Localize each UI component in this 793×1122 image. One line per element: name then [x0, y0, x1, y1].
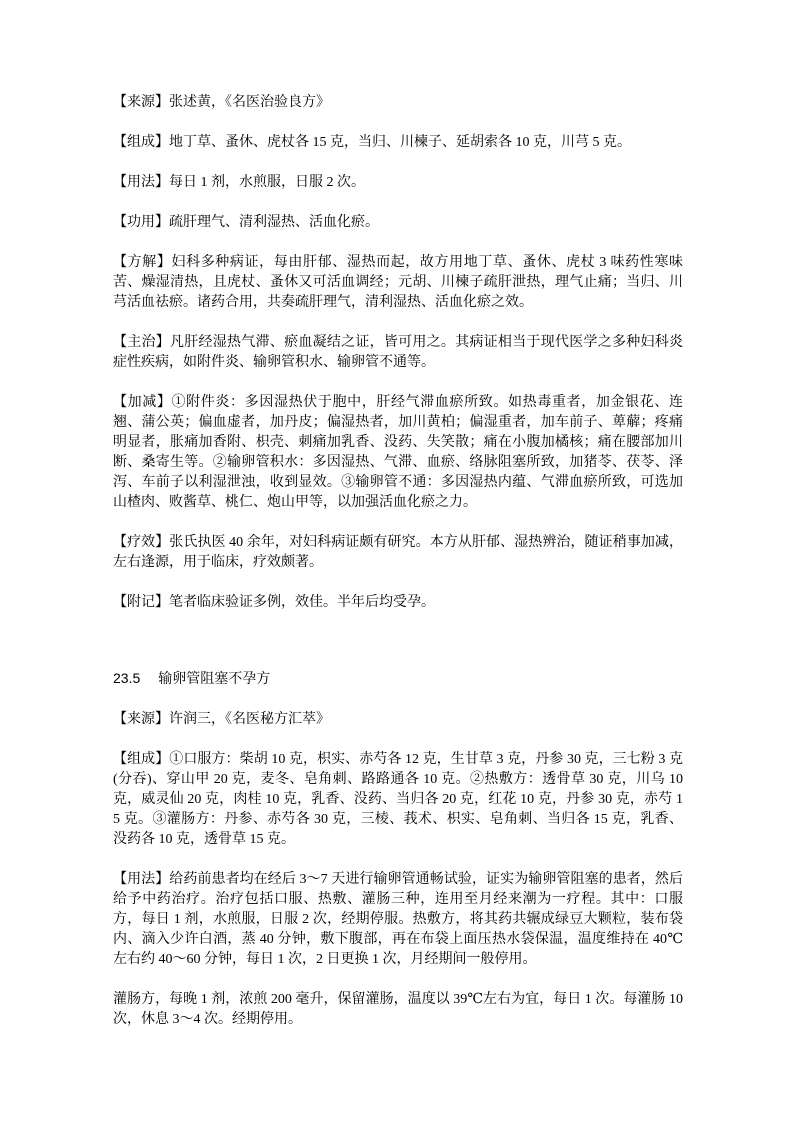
paragraph-composition-prev: 【组成】地丁草、蚤休、虎杖各 15 克，当归、川楝子、延胡索各 10 克，川芎 5 克。: [113, 135, 631, 150]
section-title: 输卵管阻塞不孕方: [158, 672, 271, 687]
paragraph-source-prev: 【来源】张述黄，《名医治验良方》: [113, 95, 330, 110]
paragraph-efficacy-prev: 【疗效】张氏执医 40 余年，对妇科病证颇有研究。本方从肝郁、湿热辨治，随证稍事加减，左右逢源，用于临床，疗效颇著。: [113, 535, 683, 570]
section-heading: [113, 668, 683, 690]
paragraph-functions-prev: 【功用】疏肝理气、清利湿热、活血化瘀。: [113, 215, 379, 230]
section-number: 23.5: [113, 670, 141, 686]
paragraph-analysis-prev: 【方解】妇科多种病证，每由肝郁、湿热而起，故方用地丁草、蚤休、虎杖 3 味药性寒味苦、燥湿清热，且虎杖、蚤休又可活血调经；元胡、川楝子疏肝泄热，理气止痛；当归、川芎活血祛瘀。诸药合用，共奏疏肝理气，清利湿热、活血化瘀之效。: [113, 255, 683, 310]
paragraph-composition-235: 【组成】①口服方：柴胡 10 克，枳实、赤芍各 12 克，生甘草 3 克，丹参 30 克，三七粉 3 克(分吞)、穿山甲 20 克，麦冬、皂角刺、路路通各 10 克。②热敷方：透骨草 30 克，川乌 10 克，威灵仙 20 克，肉桂 10 克，乳香、没药、当归各 20 克，红花 10 克，丹参 30 克，赤芍 15 克。③灌肠方：丹参、赤芍各 30 克，三棱、莪术、枳实、皂角刺、当归各 15 克，乳香、没药各 10 克，透骨草 15 克。: [113, 752, 683, 847]
paragraph-indications-prev: 【主治】凡肝经湿热气滞、瘀血凝结之证，皆可用之。其病证相当于现代医学之多种妇科炎症性疾病，如附件炎、输卵管积水、输卵管不通等。: [113, 335, 683, 370]
paragraph-modifications-prev: 【加减】①附件炎：多因湿热伏于胞中，肝经气滞血瘀所致。如热毒重者，加金银花、连翘、蒲公英；偏血虚者，加丹皮；偏湿热者，加川黄柏；偏湿重者，加车前子、萆薢；疼痛明显者，胀痛加香附、枳壳、刺痛加乳香、没药、失笑散；痛在小腹加橘核；痛在腰部加川断、桑寄生等。②输卵管积水：多因湿热、气滞、血瘀、络脉阻塞所致，加猪苓、茯苓、泽泻、车前子以利湿泄浊，收到显效。③输卵管不通：多因湿热内蕴、气滞血瘀所致，可选加山楂肉、败酱草、桃仁、炮山甲等，以加强活血化瘀之力。: [113, 395, 683, 510]
paragraph-source-235: 【来源】许润三，《名医秘方汇萃》: [113, 712, 330, 727]
paragraph-note-prev: 【附记】笔者临床验证多例，效佳。半年后均受孕。: [113, 595, 435, 610]
paragraph-usage-235-part2: 灌肠方，每晚 1 剂，浓煎 200 毫升，保留灌肠，温度以 39℃左右为宜，每日 1 次。每灌肠 10 次，休息 3～4 次。经期停用。: [113, 992, 683, 1027]
paragraph-usage-prev: 【用法】每日 1 剂，水煎服，日服 2 次。: [113, 175, 365, 190]
paragraph-usage-235-part1: 【用法】给药前患者均在经后 3～7 天进行输卵管通畅试验，证实为输卵管阻塞的患者，然后给予中药治疗。治疗包括口服、热敷、灌肠三种，连用至月经来潮为一疗程。其中：口服方，每日 1 剂，水煎服，日服 2 次，经期停服。热敷方，将其药共辗成绿豆大颗粒，装布袋内、滴入少许白酒，蒸 40 分钟，敷下腹部，再在布袋上面压热水袋保温，温度维持在 40℃左右约 40～60 分钟，每日 1 次，2 日更换 1 次，月经期间一般停用。: [113, 872, 683, 967]
